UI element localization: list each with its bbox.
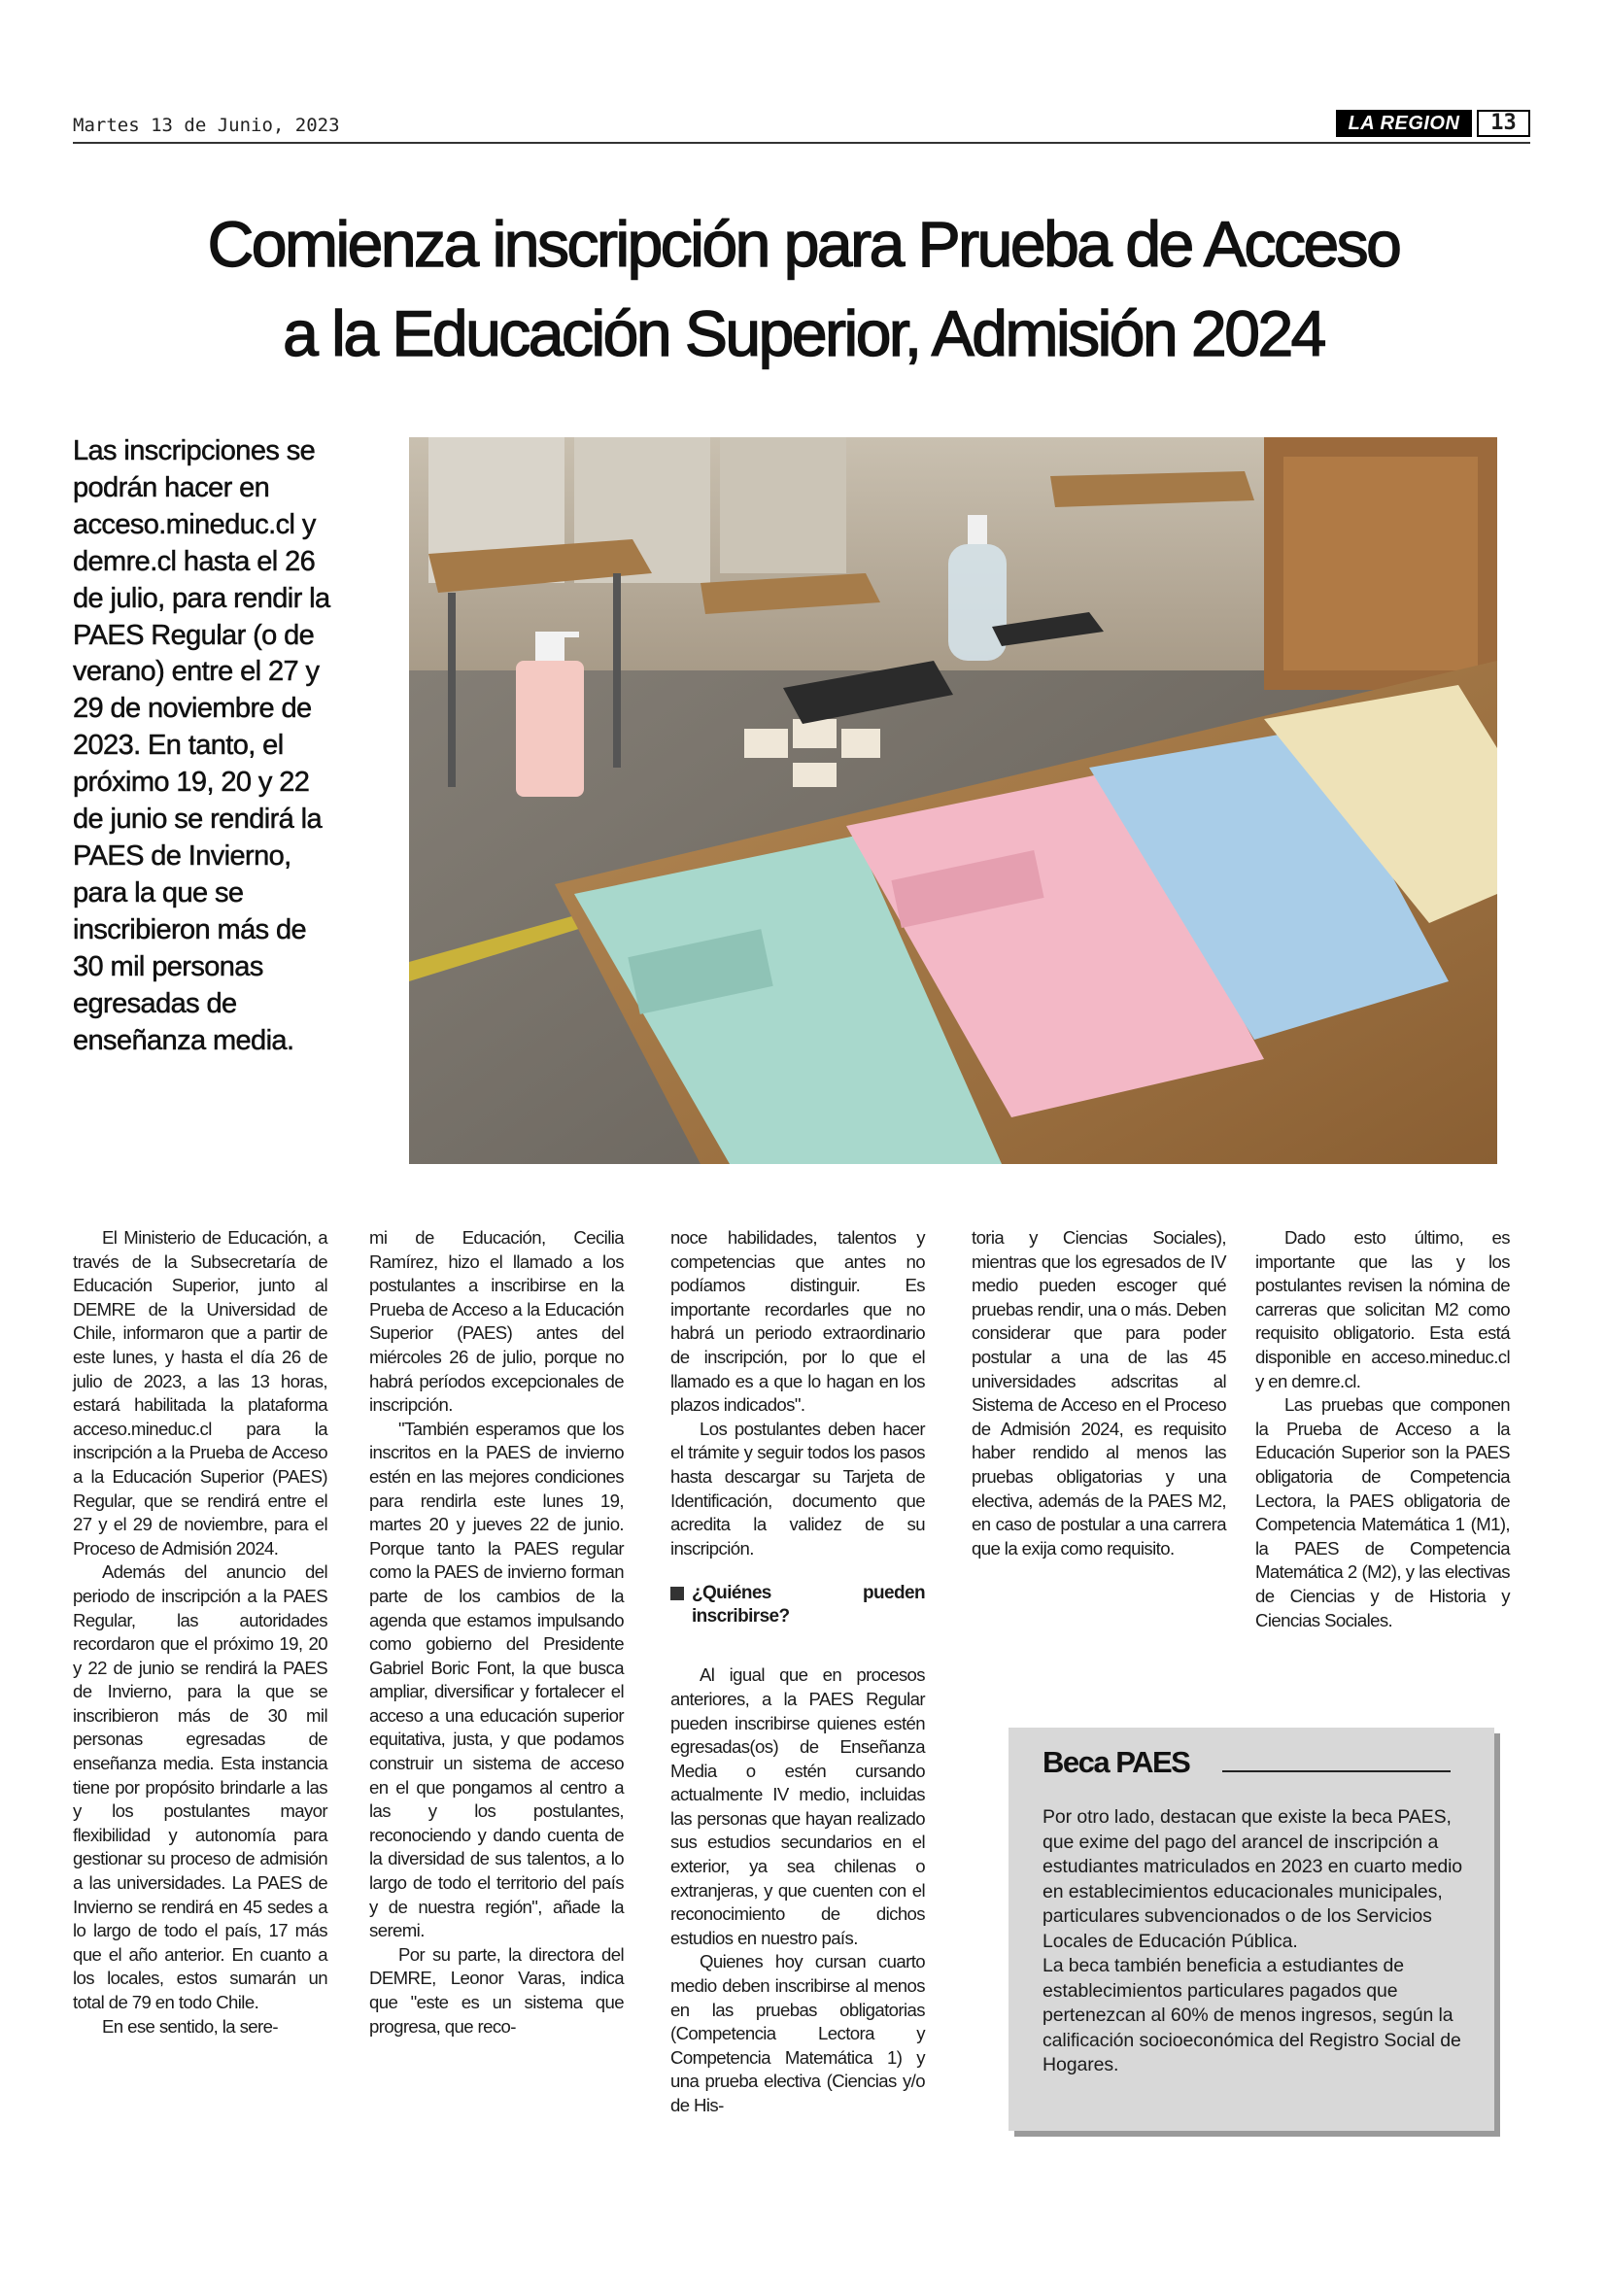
body-paragraph: toria y Ciencias Sociales), mientras que los egresados de IV medio pueden escoger qué pruebas rendir, una o más. Deben considerar que para poder postular a una de las 45 universidades adscritas al Sistema de Acceso en el Proceso de Admisión 2024, es requisito haber rendido al menos las pruebas obligatorias y una electiva, además de la PAES M2, en caso de postular a una carrera que la exija como requisito. <box>972 1227 1226 1559</box>
body-paragraph: Los postulantes deben hacer el trámite y seguir todos los pasos hasta descargar su Tarjeta de Identificación, documento que acredita la validez de su inscripción. <box>670 1418 925 1559</box>
issue-date: Martes 13 de Junio, 2023 <box>73 115 340 136</box>
body-paragraph: Quienes hoy cursan cuarto medio deben inscribirse al menos en las pruebas obligatorias (Competencia Lectora y Competencia Matemática 1) y una prueba electiva (Ciencias y/o de His- <box>670 1951 925 2115</box>
box-title-rule <box>1222 1770 1451 1772</box>
box-paragraph: La beca también beneficia a estudiantes de establecimientos particulares pagados que pertenezcan al 60% de menos ingresos, según la calificación socioeconómica del Registro Social de Hogares. <box>1043 1955 1461 2075</box>
lead-paragraph: Las inscripciones se podrán hacer en acceso.mineduc.cl y demre.cl hasta el 26 de julio, para rendir la PAES Regular (o de verano) entre el 27 y 29 de noviembre de 2023. En tanto, el próximo 19, 20 y 22 de junio se rendirá la PAES de Invierno, para la que se inscribieron más de 30 mil personas egresadas de enseñanza media. <box>73 435 330 1056</box>
classroom-photo-illustration <box>409 437 1497 1164</box>
box-body <box>1043 1805 1470 2078</box>
body-paragraph: Dado esto último, es importante que las y los postulantes revisen la nómina de carreras que solicitan M2 como requisito obligatorio. Esta está disponible en acceso.mineduc.cl y en demre.cl. <box>1255 1227 1510 1391</box>
headline-line-2: a la Educación Superior, Admisión 2024 <box>283 297 1324 369</box>
body-column-2 <box>369 1226 624 2217</box>
newspaper-brand: LA REGION <box>1336 110 1472 137</box>
body-column-4 <box>972 1226 1226 1654</box>
body-paragraph: Las pruebas que componen la Prueba de Acceso a la Educación Superior son la PAES obligatoria de Competencia Lectora, la PAES obligatoria de Competencia Matemática 1 (M1), la PAES de Competencia Matemática 2 (M2), y las electivas de Ciencias y de Historia y Ciencias Sociales. <box>1255 1394 1510 1630</box>
square-bullet-icon <box>670 1587 684 1600</box>
section-subhead <box>670 1582 925 1628</box>
body-paragraph: noce habilidades, talentos y competencias que antes no podíamos distinguir. Es importante recordarles que no habrá un periodo extraordinario de inscripción, por lo que el llamado es a que lo hagan en los plazos indicados". <box>670 1227 925 1416</box>
beca-paes-box <box>1009 1728 1494 2131</box>
body-paragraph: mi de Educación, Cecilia Ramírez, hizo el llamado a los postulantes a inscribirse en la Prueba de Acceso a la Educación Superior (PAES) antes del miércoles 26 de julio, porque no habrá períodos excepcionales de inscripción. <box>369 1227 624 1416</box>
page-number: 13 <box>1477 110 1530 137</box>
body-paragraph: "También esperamos que los inscritos en la PAES de invierno estén en las mejores condiciones para rendirla este lunes 19, martes 20 y jueves 22 de junio. Porque tanto la PAES regular como la PAES de invierno forman parte de los cambios de la agenda que estamos impulsando como gobierno del Presidente Gabriel Boric Font, la que busca ampliar, diversificar y fortalecer el acceso a una educación superior equitativa, justa, y que podamos construir un sistema de acceso en el que pongamos al centro a las y los postulantes, reconociendo y dando cuenta de la diversidad de sus talentos, a lo largo de todo el territorio del país y de nuestra región", añade la seremi. <box>369 1418 624 1941</box>
headline-line-1: Comienza inscripción para Prueba de Acceso <box>207 208 1400 280</box>
body-paragraph: Por su parte, la directora del DEMRE, Leonor Varas, indica que "este es un sistema que progresa, que reco- <box>369 1943 624 2037</box>
body-column-1 <box>73 1226 327 2217</box>
header-rule <box>73 142 1530 144</box>
classroom-exam-photo <box>409 437 1497 1164</box>
box-paragraph: Por otro lado, destacan que existe la beca PAES, que exime del pago del arancel de inscripción a estudiantes matriculados en 2023 en cuarto medio en establecimientos educacionales municipales, particulares subvencionados o de los Servicios Locales de Educación Pública. <box>1043 1806 1463 1952</box>
body-column-3 <box>670 1226 925 2217</box>
headline <box>58 199 1549 378</box>
body-paragraph: Además del anuncio del periodo de inscripción a la PAES Regular, las autoridades recordaron que el próximo 19, 20 y 22 de junio se rendirá la PAES de Invierno, para la que se inscribieron más de 30 mil personas egresadas de enseñanza media. Esta instancia tiene por propósito brindarle a las y los postulantes mayor flexibilidad y autonomía para gestionar su proceso de admisión a las universidades. La PAES de Invierno se rendirá en 45 sedes a lo largo de todo el país, 17 más que el año anterior. En cuanto a los locales, estos sumarán un total de 79 en todo Chile. <box>73 1561 327 2012</box>
body-paragraph: En ese sentido, la sere- <box>102 2015 278 2037</box>
body-column-5 <box>1255 1226 1510 1673</box>
section-subhead-text: ¿Quiénes pueden inscribirse? <box>692 1583 925 1628</box>
body-paragraph: El Ministerio de Educación, a través de la Subsecretaría de Educación Superior, junto al DEMRE de la Universidad de Chile, informaron que a partir de este lunes, y hasta el día 26 de julio de 2023, a las 13 horas, estará habilitada la plataforma acceso.mineduc.cl para la inscripción a la Prueba de Acceso a la Educación Superior (PAES) Regular, que se rendirá entre el 27 y el 29 de noviembre, para el Proceso de Admisión 2024. <box>73 1227 327 1559</box>
box-title: Beca PAES <box>1043 1745 1190 1779</box>
body-paragraph: Al igual que en procesos anteriores, a la PAES Regular pueden inscribirse quienes estén egresadas(os) de Enseñanza Media o estén cursando actualmente IV medio, incluidas las personas que hayan realizado sus estudios secundarios en el exterior, ya sea chilenas o extranjeras, y que cuenten con el reconocimiento de dichos estudios en nuestro país. <box>670 1664 925 1948</box>
